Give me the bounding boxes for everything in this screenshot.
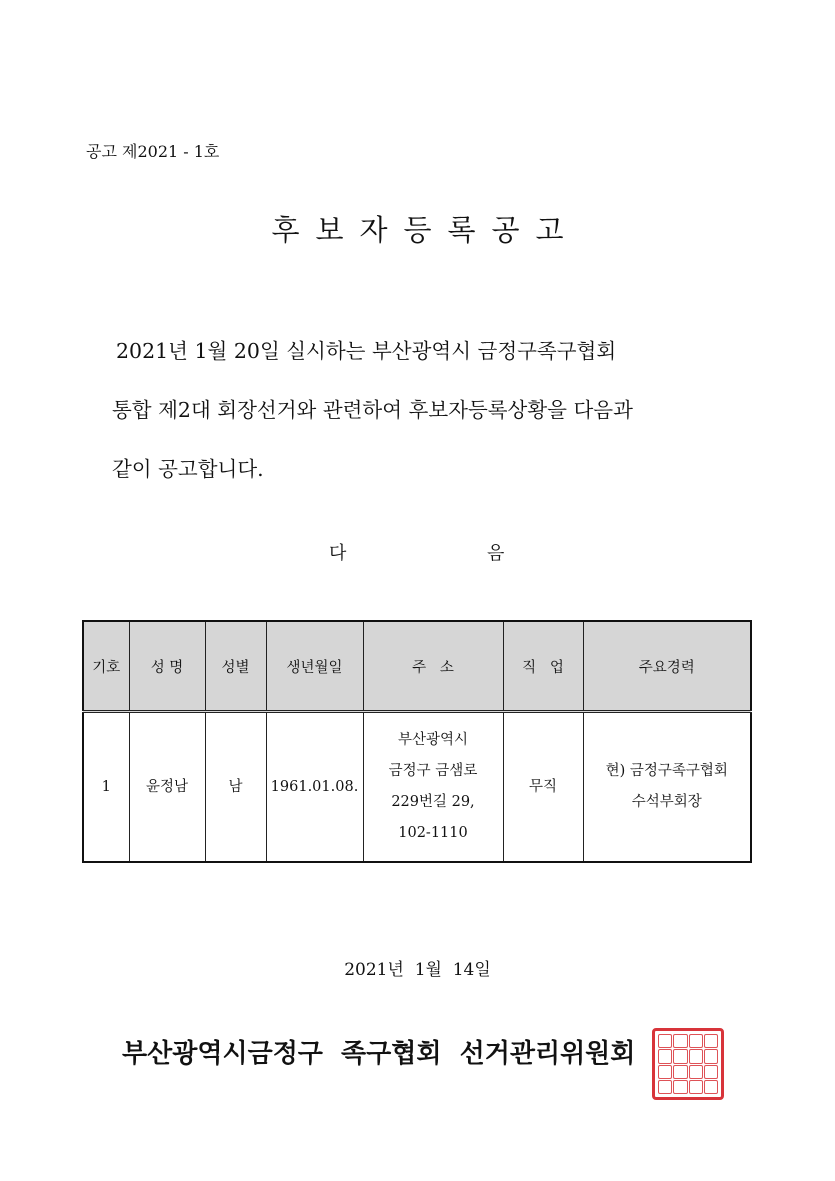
career-line-2: 수석부회장	[631, 794, 702, 810]
header-gender: 성별	[205, 621, 266, 712]
header-birth: 생년월일	[266, 621, 363, 712]
issue-date: 2021년 1월 14일	[344, 960, 491, 980]
cell-career	[583, 712, 751, 863]
table-header-row	[83, 621, 751, 712]
address-line-2: 금정구 금샘로	[388, 763, 478, 779]
header-career: 주요경력	[583, 621, 751, 712]
notice-number: 공고 제2021 - 1호	[86, 142, 220, 161]
cell-address	[363, 712, 503, 863]
header-address: 주 소	[363, 621, 503, 712]
section-heading-left: 다	[329, 543, 347, 564]
issuer-name: 부산광역시금정구 족구협회 선거관리위원회	[122, 1039, 636, 1069]
header-name: 성 명	[129, 621, 205, 712]
document-title: 후보자등록공고	[271, 213, 580, 247]
section-heading-right: 음	[487, 543, 505, 564]
body-line-2: 통합 제2대 회장선거와 관련하여 후보자등록상황을 다음과	[112, 398, 633, 422]
cell-gender: 남	[205, 712, 266, 863]
table-row	[83, 712, 751, 863]
candidate-table	[82, 620, 752, 863]
header-number: 기호	[83, 621, 129, 712]
header-job: 직 업	[503, 621, 583, 712]
cell-name: 윤정남	[129, 712, 205, 863]
body-text	[112, 322, 762, 499]
cell-birth: 1961.01.08.	[266, 712, 363, 863]
address-line-3: 229번길 29,	[391, 794, 475, 810]
address-line-4: 102-1110	[398, 825, 468, 841]
career-line-1: 현) 금정구족구협회	[605, 763, 728, 779]
official-seal	[652, 1028, 724, 1100]
body-line-3: 같이 공고합니다.	[112, 457, 264, 481]
cell-number: 1	[83, 712, 129, 863]
cell-job: 무직	[503, 712, 583, 863]
body-line-1: 2021년 1월 20일 실시하는 부산광역시 금정구족구협회	[116, 339, 617, 363]
address-line-1: 부산광역시	[397, 732, 469, 748]
